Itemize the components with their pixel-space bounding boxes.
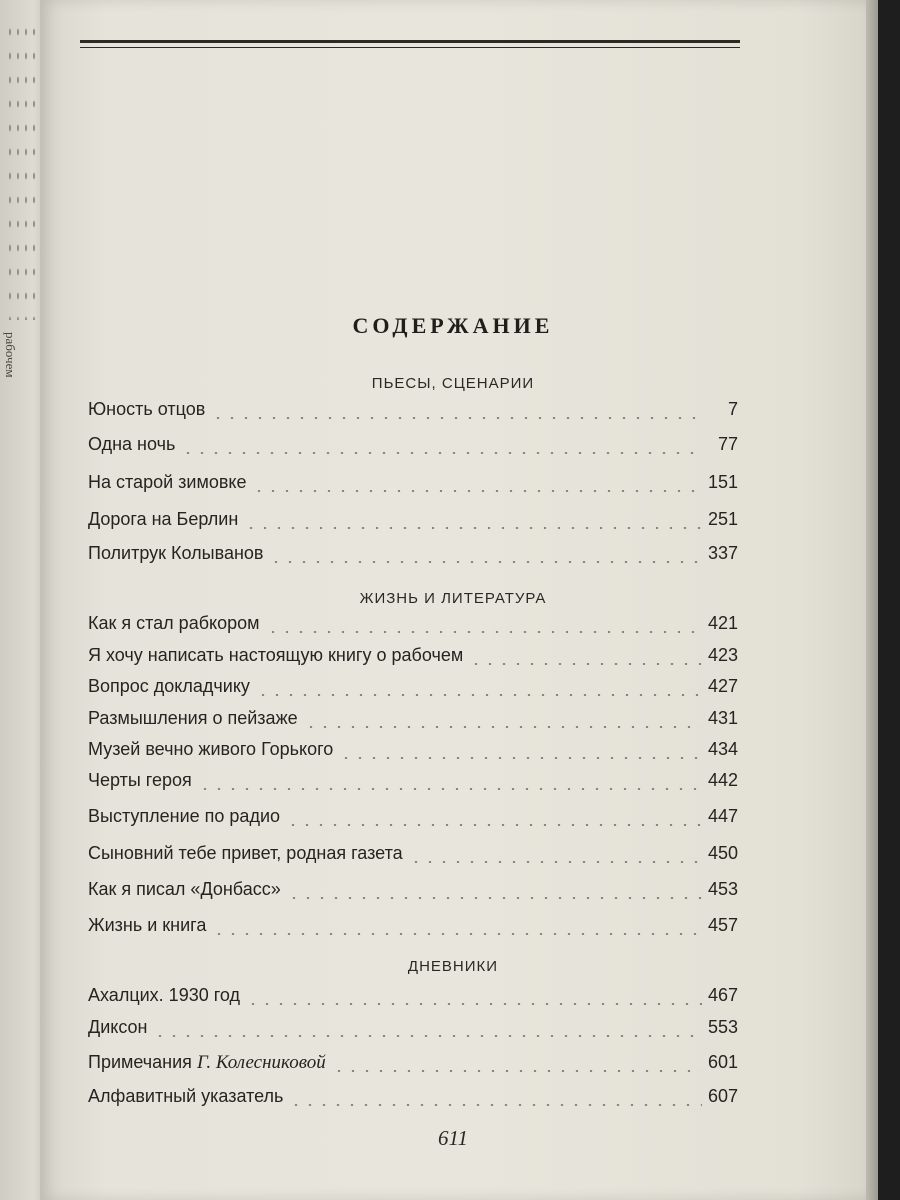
toc-entry-page: 467 bbox=[707, 985, 738, 1005]
dot-leader bbox=[246, 1002, 702, 1006]
toc-entry bbox=[88, 472, 738, 502]
toc-entry-page: 601 bbox=[707, 1052, 738, 1072]
toc-entry bbox=[88, 1017, 738, 1047]
dot-leader bbox=[211, 416, 704, 420]
toc-entry bbox=[88, 879, 738, 909]
toc-entry-page: 251 bbox=[707, 509, 738, 529]
toc-entry-page: 607 bbox=[707, 1086, 738, 1106]
dot-leader bbox=[244, 526, 702, 530]
toc-entry-title-text: Примечания bbox=[88, 1052, 192, 1072]
dot-leader bbox=[212, 932, 702, 936]
toc-entry-page: 77 bbox=[717, 434, 738, 454]
toc-entry-page: 553 bbox=[707, 1017, 738, 1037]
toc-entry bbox=[88, 676, 738, 706]
toc-entry-title: Как я писал «Донбасс» bbox=[88, 879, 281, 899]
toc-entry bbox=[88, 915, 738, 945]
dot-leader bbox=[252, 489, 701, 493]
dot-leader bbox=[304, 725, 702, 729]
toc-entry-page: 457 bbox=[707, 915, 738, 935]
section-title-plays: ПЬЕСЫ, СЦЕНАРИИ bbox=[371, 375, 535, 392]
dot-leader bbox=[198, 787, 702, 791]
dot-leader bbox=[287, 896, 702, 900]
toc-entry-page: 427 bbox=[707, 676, 738, 696]
toc-entry-page: 423 bbox=[707, 645, 738, 665]
dot-leader bbox=[269, 560, 701, 564]
dot-leader bbox=[339, 756, 702, 760]
toc-entry bbox=[88, 1052, 738, 1082]
toc-entry bbox=[88, 543, 738, 573]
toc-entry-title: Размышления о пейзаже bbox=[88, 708, 298, 728]
toc-entry-title: Черты героя bbox=[88, 770, 192, 790]
header-rule-thick bbox=[80, 40, 740, 43]
toc-entry-title: Политрук Колыванов bbox=[88, 543, 264, 563]
page-stack-edge bbox=[866, 0, 878, 1200]
toc-entry-page: 450 bbox=[707, 843, 738, 863]
toc-entry-page: 447 bbox=[707, 806, 738, 826]
dot-leader bbox=[289, 1103, 702, 1107]
toc-entry bbox=[88, 1086, 738, 1116]
dot-leader bbox=[181, 451, 704, 455]
book-cover-edge bbox=[878, 0, 900, 1200]
toc-entry-page: 453 bbox=[707, 879, 738, 899]
toc-entry-page: 7 bbox=[727, 399, 738, 419]
toc-entry-title: На старой зимовке bbox=[88, 472, 247, 492]
toc-entry-title bbox=[88, 1052, 332, 1074]
dot-leader bbox=[286, 823, 702, 827]
toc-entry bbox=[88, 399, 738, 429]
toc-entry bbox=[88, 434, 738, 464]
toc-entry bbox=[88, 739, 738, 769]
toc-entry-title: Жизнь и книга bbox=[88, 915, 207, 935]
header-rule-thin bbox=[80, 47, 740, 48]
facing-page-text-fragment: рабочем bbox=[3, 332, 18, 378]
dot-leader bbox=[332, 1069, 702, 1073]
section-title-diaries: ДНЕВНИКИ bbox=[407, 958, 499, 975]
toc-entry-page: 421 bbox=[707, 613, 738, 633]
toc-entry-page: 442 bbox=[707, 770, 738, 790]
book-page bbox=[40, 0, 866, 1200]
dot-leader bbox=[256, 693, 702, 697]
toc-entry-title: Одна ночь bbox=[88, 434, 176, 454]
page-number: 611 bbox=[438, 1126, 468, 1150]
toc-entry bbox=[88, 645, 738, 675]
toc-entry bbox=[88, 509, 738, 539]
toc-entry-title: Сыновний тебе привет, родная газета bbox=[88, 843, 403, 863]
toc-entry-title: Вопрос докладчику bbox=[88, 676, 250, 696]
toc-entry-title: Юность отцов bbox=[88, 399, 206, 419]
dot-leader bbox=[409, 860, 702, 864]
toc-entry bbox=[88, 613, 738, 643]
toc-entry-title: Как я стал рабкором bbox=[88, 613, 260, 633]
dot-leader bbox=[266, 630, 702, 634]
dot-leader bbox=[469, 662, 702, 666]
toc-entry bbox=[88, 985, 738, 1015]
toc-entry-page: 337 bbox=[707, 543, 738, 563]
toc-entry-title: Ахалцих. 1930 год bbox=[88, 985, 241, 1005]
toc-entry bbox=[88, 708, 738, 738]
toc-entry bbox=[88, 770, 738, 800]
toc-entry-title: Алфавитный указатель bbox=[88, 1086, 284, 1106]
toc-entry-title: Музей вечно живого Горького bbox=[88, 739, 334, 759]
dot-leader bbox=[153, 1034, 701, 1038]
toc-entry-title: Диксон bbox=[88, 1017, 148, 1037]
toc-entry-page: 431 bbox=[707, 708, 738, 728]
toc-entry-page: 434 bbox=[707, 739, 738, 759]
contents-heading: СОДЕРЖАНИЕ bbox=[352, 313, 554, 338]
toc-entry bbox=[88, 843, 738, 873]
toc-entry-page: 151 bbox=[707, 472, 738, 492]
facing-page-dot-leaders bbox=[6, 20, 36, 320]
toc-entry-title: Я хочу написать настоящую книгу о рабочем bbox=[88, 645, 464, 665]
toc-entry-title: Выступление по радио bbox=[88, 806, 281, 826]
toc-entry-title: Дорога на Берлин bbox=[88, 509, 239, 529]
toc-entry bbox=[88, 806, 738, 836]
toc-entry-title-author: Г. Колесниковой bbox=[196, 1052, 326, 1073]
section-title-life-and-literature: ЖИЗНЬ И ЛИТЕРАТУРА bbox=[359, 590, 547, 607]
